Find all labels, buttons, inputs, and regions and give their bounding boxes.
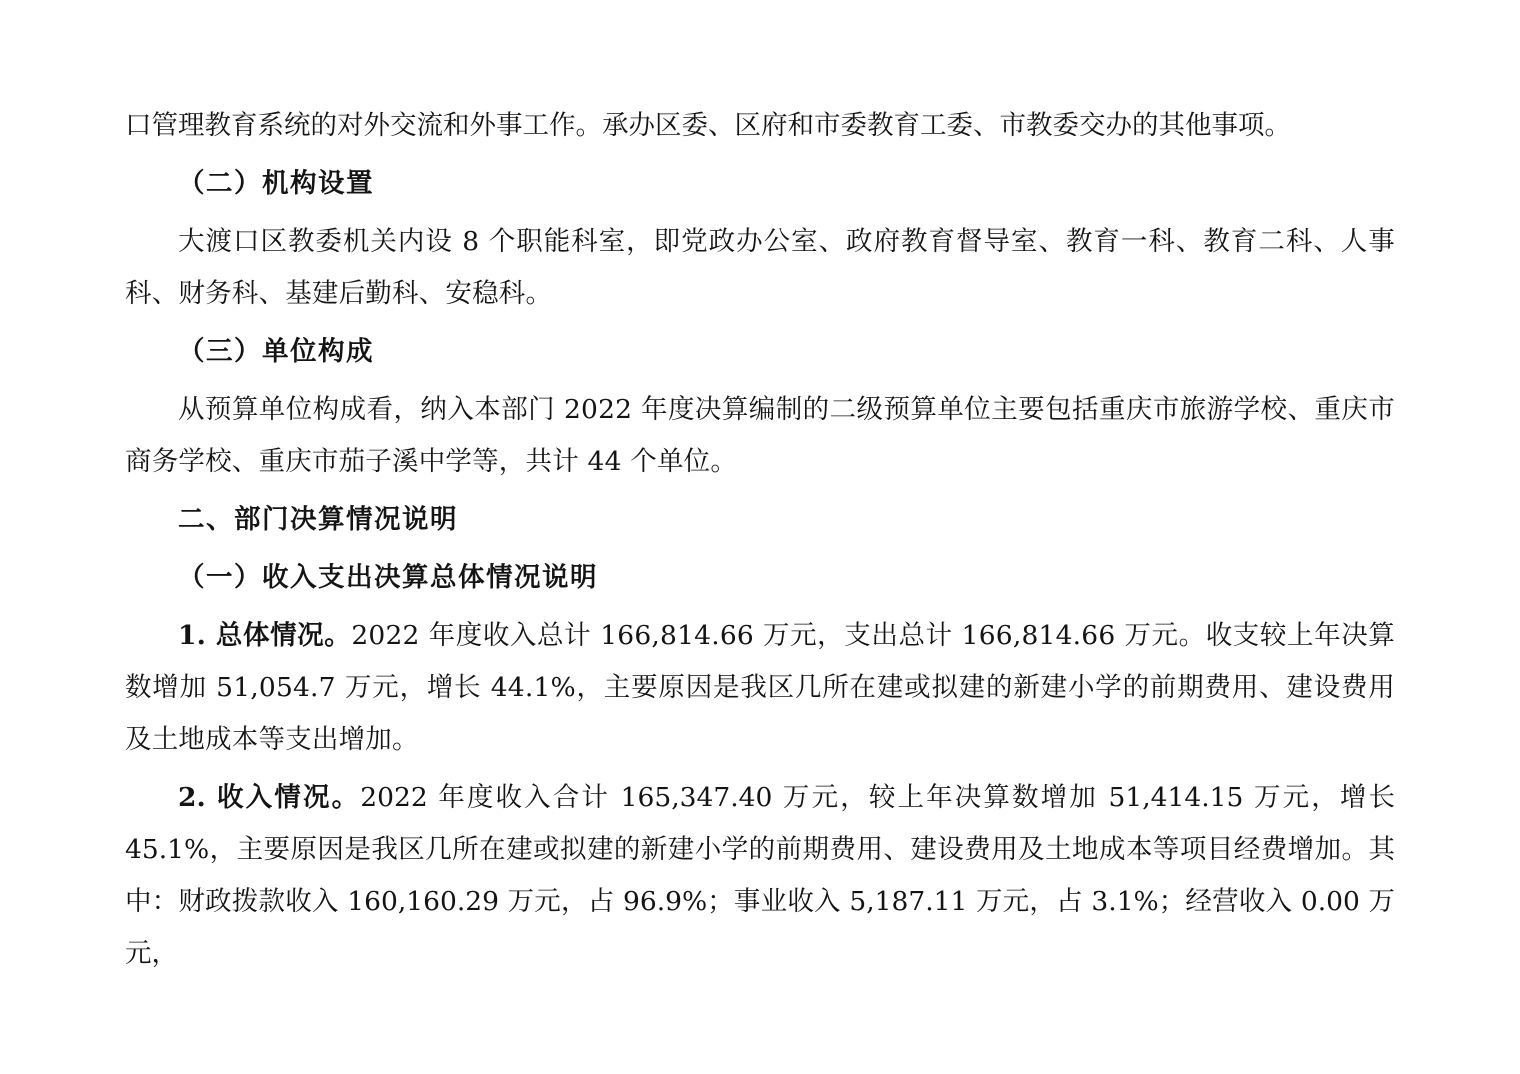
paragraph-unit-composition: 从预算单位构成看，纳入本部门 2022 年度决算编制的二级预算单位主要包括重庆市旅游学校、重庆市商务学校、重庆市茄子溪中学等，共计 44 个单位。	[125, 394, 1395, 477]
paragraph-overall-situation-lead: 1. 总体情况。	[178, 620, 352, 651]
paragraph-continued: 口管理教育系统的对外交流和外事工作。承办区委、区府和市委教育工委、市教委交办的其他事项。	[125, 110, 1291, 141]
document-body	[125, 100, 1395, 980]
heading-organization-setup: （二）机构设置	[178, 168, 374, 199]
paragraph-organization-setup: 大渡口区教委机关内设 8 个职能科室，即党政办公室、政府教育督导室、教育一科、教育二科、人事科、财务科、基建后勤科、安稳科。	[125, 226, 1395, 309]
paragraph-income-situation	[125, 772, 1395, 980]
heading-section-two: 二、部门决算情况说明	[178, 504, 458, 535]
paragraph-income-situation-text: 2022 年度收入合计 165,347.40 万元，较上年决算数增加 51,414.15 万元，增长 45.1%，主要原因是我区几所在建或拟建的新建小学的前期费用、建设费用及土地成本等项目经费增加。其中：财政拨款收入 160,160.29 万元，占 96.9%；事业收入 5,187.11 万元，占 3.1%；经营收入 0.00 万元，	[125, 782, 1396, 969]
heading-unit-composition: （三）单位构成	[178, 336, 374, 367]
heading-overall-income-expense: （一）收入支出决算总体情况说明	[178, 562, 598, 593]
paragraph-overall-situation-text: 2022 年度收入总计 166,814.66 万元，支出总计 166,814.66 万元。收支较上年决算数增加 51,054.7 万元，增长 44.1%，主要原因是我区几所在建或拟建的新建小学的前期费用、建设费用及土地成本等支出增加。	[125, 620, 1395, 755]
paragraph-overall-situation	[125, 610, 1395, 766]
paragraph-income-situation-lead: 2. 收入情况。	[178, 782, 361, 813]
